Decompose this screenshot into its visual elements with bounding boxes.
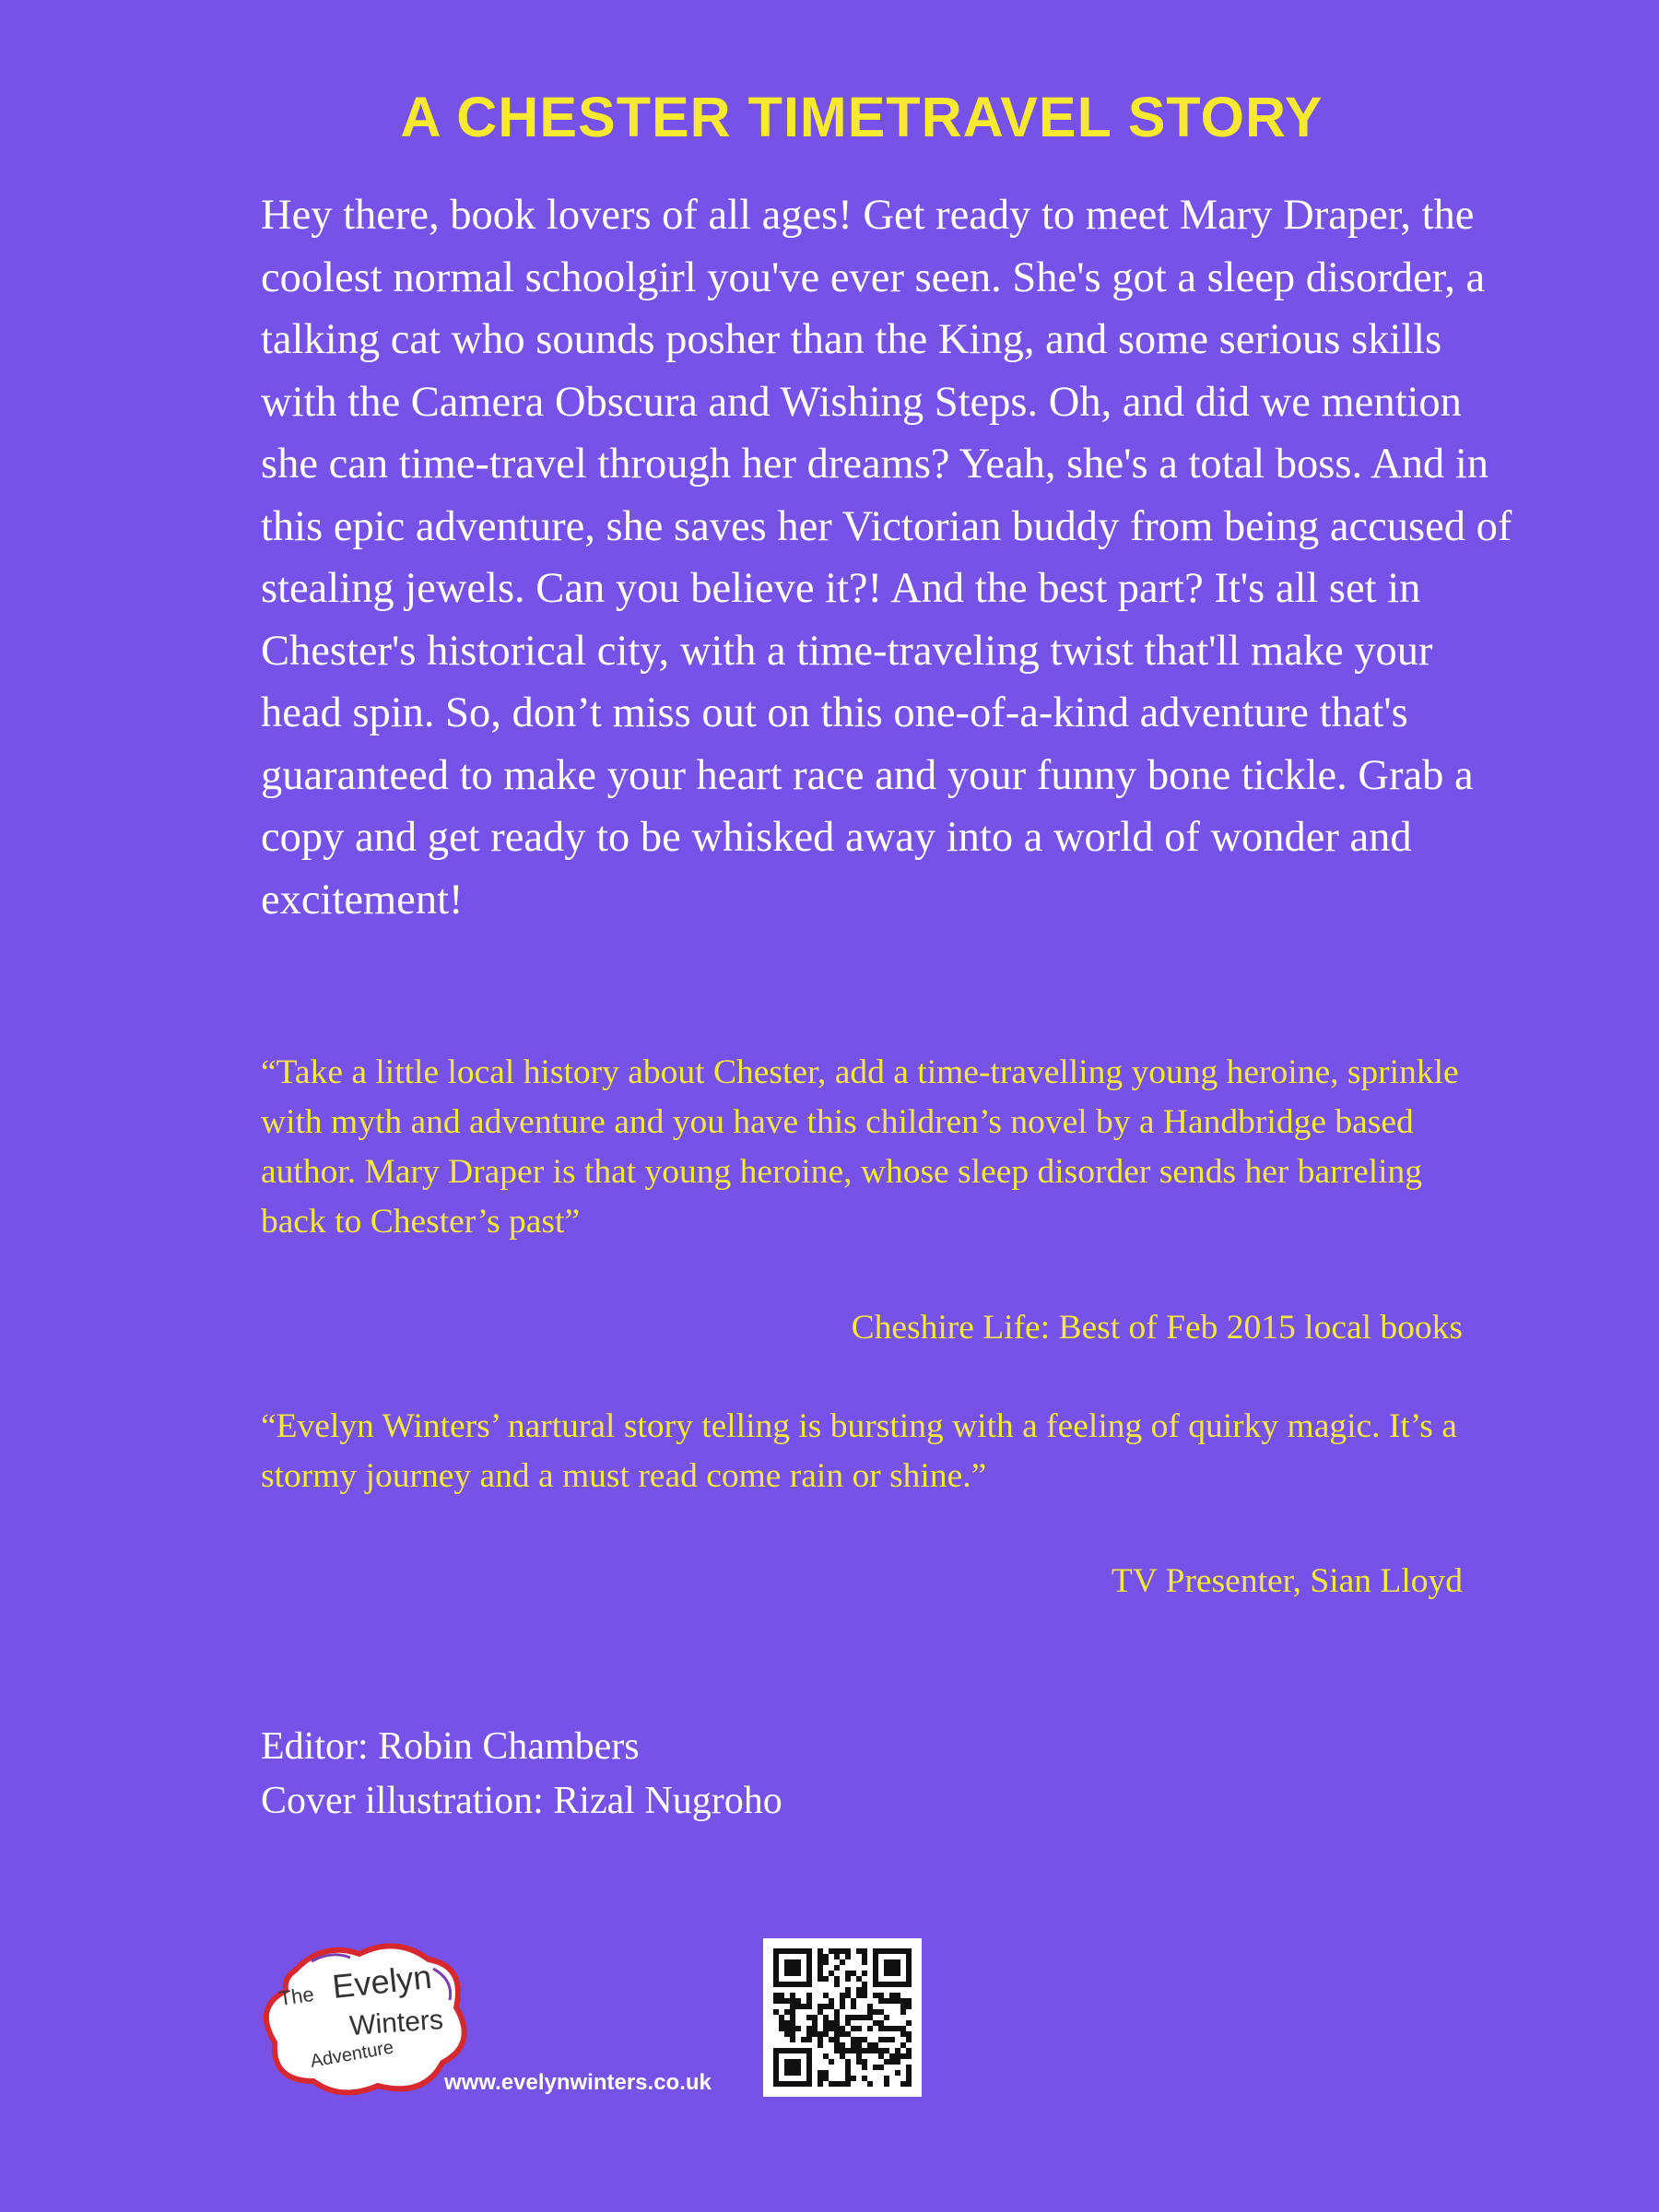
review-source-1: Cheshire Life: Best of Feb 2015 local books [851,1309,1463,1347]
page-title: A CHESTER TIMETRAVEL STORY [400,86,1324,148]
review-quote-2: “Evelyn Winters’ nartural story telling is bursting with a feeling of quirky magic. It’s a stormy journey and a must read come rain or shine.” [261,1407,1457,1495]
cover-credit: Cover illustration: Rizal Nugroho [261,1780,782,1822]
logo-adventure: Adventure [309,2037,395,2072]
review-quote-1: “Take a little local history about Chester, add a time-travelling young heroine, sprinkle with myth and adventure and you have this children’s novel by a Handbridge based author. Mary Draper is that young heroine, whose sleep disorder sends her barreling back to Chester’s past” [261,1053,1459,1241]
qr-code-icon [763,1938,922,2097]
website-link[interactable]: www.evelynwinters.co.uk [444,2070,712,2095]
book-blurb: Hey there, book lovers of all ages! Get ready to meet Mary Draper, the coolest normal schoolgirl you've ever seen. She's got a sleep disorder, a talking cat who sounds posher than the King, and some serious skills with the Camera Obscura and Wishing Steps. Oh, and did we mention she can time-travel through her dreams? Yeah, she's a total boss. And in this epic adventure, she saves her Victorian buddy from being accused of stealing jewels. Can you believe it?! And the best part? It's all set in Chester's historical city, with a time-traveling twist that'll make your head spin. So, don’t miss out on this one-of-a-kind adventure that's guaranteed to make your heart race and your funny bone tickle. Grab a copy and get ready to be whisked away into a world of wonder and excitement! [261,192,1512,924]
credits [261,1720,782,1829]
review-source-2: TV Presenter, Sian Lloyd [1111,1562,1463,1600]
logo-winters: Winters [348,2004,444,2041]
editor-credit: Editor: Robin Chambers [261,1725,640,1768]
logo-evelyn: Evelyn [330,1957,434,2006]
logo-the: The [277,1982,316,2010]
